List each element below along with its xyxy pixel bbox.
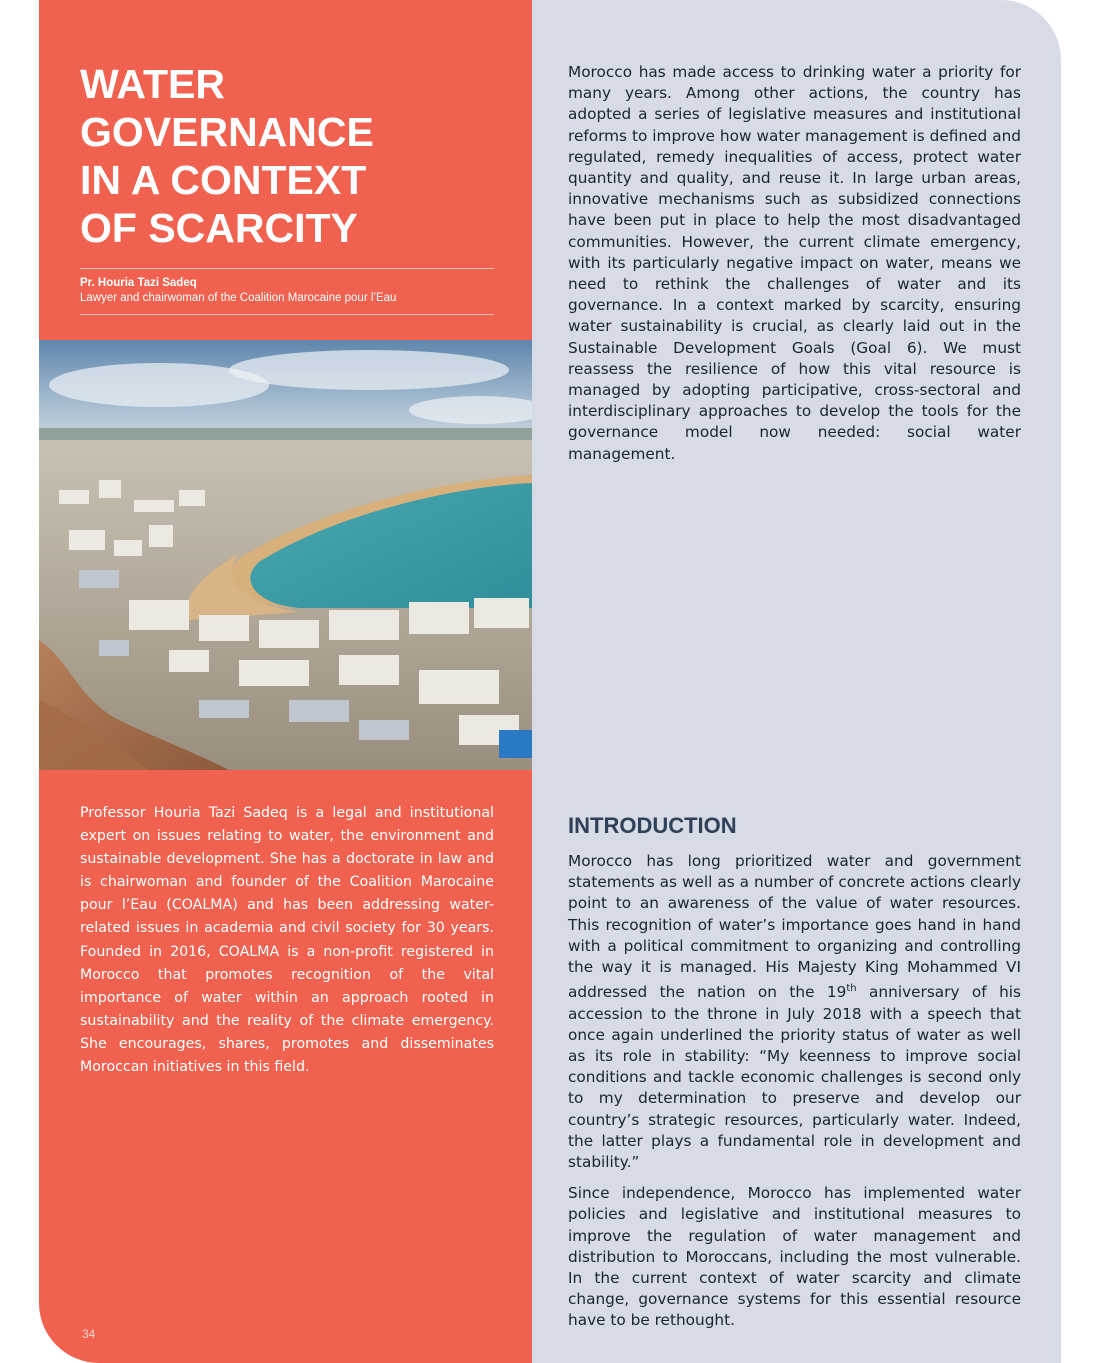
blue-roof	[499, 730, 532, 758]
intro-paragraph: Since independence, Morocco has implemented water policies and legislative and institutional measures to improve the regulation of water management and distribution to Moroccans, including the most vulnerable. In the current context of water scarcity and climate change, governance systems for this essential resource have to be rethought.	[568, 1184, 1021, 1330]
ordinal-suffix: th	[846, 983, 857, 995]
coastal-city-photo	[39, 340, 532, 770]
intro-text-part: Morocco has long prioritized water and government statements as well as a number of concrete actions clearly point to an awareness of the value of water resources. This recognition of water’s importance goes hand in hand with a political commitment to organizing and controlling the way it is managed. His Majesty King Mohammed VI addressed the nation on the 19	[568, 852, 1021, 1002]
introduction-body	[568, 851, 1021, 1342]
title-line: GOVERNANCE	[80, 109, 374, 155]
author-name: Pr. Houria Tazi Sadeq	[80, 277, 197, 289]
article-title	[80, 60, 500, 252]
author-bio: Professor Houria Tazi Sadeq is a legal and institutional expert on issues relating to water, the environment and sustainable development. She has a doctorate in law and is chairwoman and founder of the Coalition Marocaine pour l’Eau (COALMA) and has been addressing water-related issues in academia and civil society for 30 years. Founded in 2016, COALMA is a non-profit registered in Morocco that promotes recognition of the vital importance of water within an approach rooted in sustainability and the reality of the climate emergency. She encourages, shares, promotes and disseminates Moroccan initiatives in this field.	[80, 805, 494, 1076]
article-abstract: Morocco has made access to drinking water a priority for many years. Among other actions, the country has adopted a series of legislative measures and institutional reforms to improve how water management is defined and regulated, remedy inequalities of access, protect water quantity and quality, and reuse it. In large urban areas, innovative mechanisms such as subsidized connections have been put in place to help the most disadvantaged communities. However, the current climate emergency, with its particularly negative impact on water, means we need to rethink the challenges of water and its governance. In a context marked by scarcity, ensuring water sustainability is crucial, as clearly laid out in the Sustainable Development Goals (Goal 6). We must reassess the resilience of how this vital resource is managed by adopting participative, cross-sectoral and interdisciplinary approaches to develop the tools for the governance model now needed: social water management.	[568, 63, 1021, 463]
cloud	[229, 350, 509, 390]
divider-bottom	[80, 314, 494, 315]
title-line: IN A CONTEXT	[80, 157, 367, 203]
intro-paragraph	[568, 851, 1021, 1173]
title-line: WATER	[80, 61, 226, 107]
author-role: Lawyer and chairwoman of the Coalition Marocaine pour l’Eau	[80, 292, 397, 304]
divider-top	[80, 268, 494, 269]
section-heading: INTRODUCTION	[568, 813, 737, 838]
title-line: OF SCARCITY	[80, 205, 358, 251]
page-number: 34	[82, 1327, 96, 1341]
intro-text-part: anniversary of his accession to the throne in July 2018 with a speech that once again underlined the priority status of water as well as its role in stability: “My keenness to improve social conditions and tackle economic challenges is second only to my determination to preserve and develop our country’s strategic resources, particularly water. Indeed, the latter plays a fundamental role in development and stability.”	[568, 983, 1021, 1171]
